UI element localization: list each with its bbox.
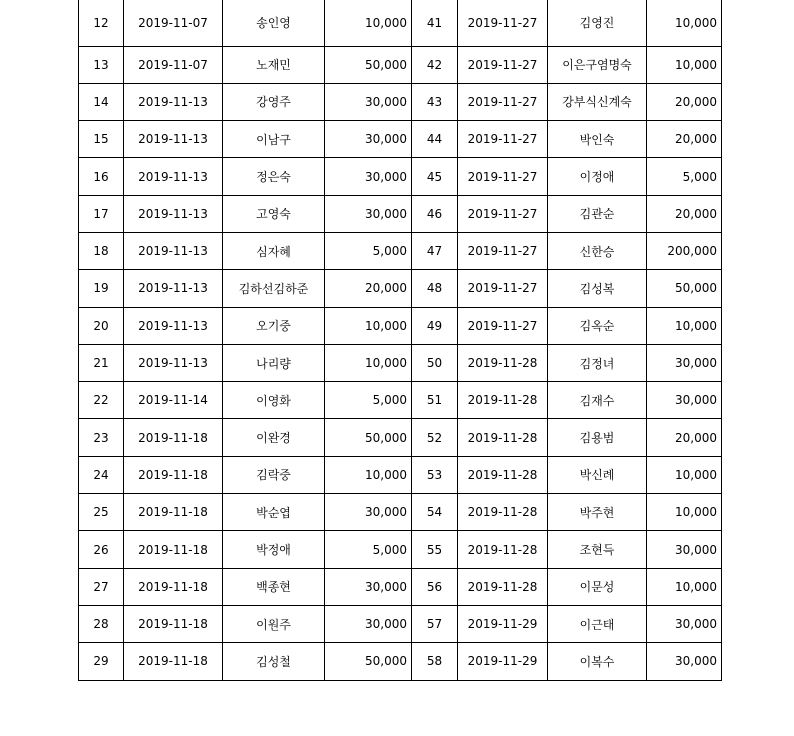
donation-amount: 30,000 [647, 531, 722, 568]
donation-amount: 10,000 [647, 46, 722, 83]
donation-amount: 30,000 [647, 643, 722, 680]
table-row [79, 382, 722, 419]
donor-name: 강영주 [223, 83, 325, 120]
entry-number: 54 [412, 494, 458, 531]
donation-amount: 10,000 [647, 494, 722, 531]
entry-date: 2019-11-18 [124, 456, 223, 493]
entry-number: 24 [79, 456, 124, 493]
donor-name: 김정녀 [548, 344, 647, 381]
donation-amount: 20,000 [647, 121, 722, 158]
donation-amount: 30,000 [325, 83, 412, 120]
entry-date: 2019-11-18 [124, 605, 223, 642]
entry-date: 2019-11-27 [458, 0, 548, 46]
donation-amount: 10,000 [325, 456, 412, 493]
entry-date: 2019-11-28 [458, 419, 548, 456]
donation-amount: 30,000 [325, 568, 412, 605]
entry-date: 2019-11-13 [124, 121, 223, 158]
entry-number: 17 [79, 195, 124, 232]
table-row [79, 0, 722, 46]
donation-amount: 10,000 [325, 344, 412, 381]
donor-name: 이남구 [223, 121, 325, 158]
entry-number: 13 [79, 46, 124, 83]
table-row [79, 643, 722, 680]
entry-number: 20 [79, 307, 124, 344]
entry-date: 2019-11-18 [124, 531, 223, 568]
donation-amount: 30,000 [325, 605, 412, 642]
entry-date: 2019-11-18 [124, 419, 223, 456]
entry-number: 45 [412, 158, 458, 195]
entry-date: 2019-11-14 [124, 382, 223, 419]
donation-amount: 20,000 [325, 270, 412, 307]
donor-name: 고영숙 [223, 195, 325, 232]
table-row [79, 494, 722, 531]
entry-number: 47 [412, 232, 458, 269]
table-row [79, 232, 722, 269]
entry-number: 56 [412, 568, 458, 605]
entry-date: 2019-11-28 [458, 456, 548, 493]
donor-name: 김관순 [548, 195, 647, 232]
table-row [79, 195, 722, 232]
entry-number: 44 [412, 121, 458, 158]
donation-amount: 50,000 [325, 46, 412, 83]
donation-amount: 30,000 [325, 494, 412, 531]
donation-amount: 5,000 [325, 531, 412, 568]
entry-date: 2019-11-27 [458, 307, 548, 344]
table-row [79, 568, 722, 605]
entry-date: 2019-11-28 [458, 568, 548, 605]
donor-name: 이원주 [223, 605, 325, 642]
donation-amount: 5,000 [647, 158, 722, 195]
entry-number: 53 [412, 456, 458, 493]
entry-date: 2019-11-07 [124, 46, 223, 83]
entry-number: 23 [79, 419, 124, 456]
table-row [79, 270, 722, 307]
entry-number: 29 [79, 643, 124, 680]
entry-number: 46 [412, 195, 458, 232]
entry-number: 16 [79, 158, 124, 195]
entry-date: 2019-11-13 [124, 232, 223, 269]
donor-name: 이완경 [223, 419, 325, 456]
donor-name: 노재민 [223, 46, 325, 83]
entry-date: 2019-11-18 [124, 643, 223, 680]
donation-amount: 200,000 [647, 232, 722, 269]
donation-amount: 50,000 [325, 419, 412, 456]
donor-name: 박정애 [223, 531, 325, 568]
entry-date: 2019-11-13 [124, 270, 223, 307]
entry-number: 15 [79, 121, 124, 158]
entry-date: 2019-11-13 [124, 344, 223, 381]
entry-number: 55 [412, 531, 458, 568]
donor-name: 심자혜 [223, 232, 325, 269]
entry-number: 48 [412, 270, 458, 307]
ledger-body [79, 0, 722, 680]
entry-number: 27 [79, 568, 124, 605]
donor-name: 김옥순 [548, 307, 647, 344]
entry-date: 2019-11-28 [458, 494, 548, 531]
donor-name: 송인영 [223, 0, 325, 46]
entry-number: 43 [412, 83, 458, 120]
donor-name: 박신례 [548, 456, 647, 493]
entry-number: 12 [79, 0, 124, 46]
entry-number: 22 [79, 382, 124, 419]
donor-name: 이정애 [548, 158, 647, 195]
entry-date: 2019-11-27 [458, 83, 548, 120]
donation-amount: 10,000 [647, 0, 722, 46]
donor-name: 백종현 [223, 568, 325, 605]
entry-date: 2019-11-28 [458, 531, 548, 568]
donor-name: 김락중 [223, 456, 325, 493]
donation-amount: 10,000 [647, 456, 722, 493]
donor-name: 박주현 [548, 494, 647, 531]
table-row [79, 456, 722, 493]
entry-number: 52 [412, 419, 458, 456]
donation-amount: 20,000 [647, 83, 722, 120]
entry-date: 2019-11-27 [458, 195, 548, 232]
donor-name: 김재수 [548, 382, 647, 419]
entry-date: 2019-11-28 [458, 382, 548, 419]
donation-amount: 30,000 [647, 605, 722, 642]
table-row [79, 531, 722, 568]
table-row [79, 121, 722, 158]
entry-date: 2019-11-27 [458, 232, 548, 269]
donation-amount: 20,000 [647, 195, 722, 232]
donor-name: 이근태 [548, 605, 647, 642]
table-row [79, 605, 722, 642]
donor-name: 김하선김하준 [223, 270, 325, 307]
donor-name: 김영진 [548, 0, 647, 46]
entry-number: 50 [412, 344, 458, 381]
donor-name: 이영화 [223, 382, 325, 419]
table-row [79, 307, 722, 344]
donor-name: 박인숙 [548, 121, 647, 158]
donor-name: 이은구염명숙 [548, 46, 647, 83]
donor-name: 신한승 [548, 232, 647, 269]
table-row [79, 158, 722, 195]
entry-date: 2019-11-13 [124, 158, 223, 195]
donor-name: 박순엽 [223, 494, 325, 531]
donation-amount: 50,000 [647, 270, 722, 307]
donor-name: 김성철 [223, 643, 325, 680]
donation-amount: 5,000 [325, 382, 412, 419]
entry-number: 51 [412, 382, 458, 419]
donation-amount: 10,000 [325, 0, 412, 46]
donor-name: 김성복 [548, 270, 647, 307]
entry-date: 2019-11-27 [458, 121, 548, 158]
entry-date: 2019-11-29 [458, 605, 548, 642]
entry-number: 58 [412, 643, 458, 680]
entry-number: 57 [412, 605, 458, 642]
entry-date: 2019-11-18 [124, 568, 223, 605]
donation-amount: 30,000 [325, 195, 412, 232]
donor-name: 오기중 [223, 307, 325, 344]
entry-number: 41 [412, 0, 458, 46]
donation-amount: 5,000 [325, 232, 412, 269]
entry-number: 19 [79, 270, 124, 307]
donation-amount: 20,000 [647, 419, 722, 456]
entry-date: 2019-11-13 [124, 195, 223, 232]
donation-amount: 30,000 [647, 344, 722, 381]
donor-name: 나리량 [223, 344, 325, 381]
donation-amount: 10,000 [647, 307, 722, 344]
entry-number: 14 [79, 83, 124, 120]
entry-number: 42 [412, 46, 458, 83]
entry-number: 26 [79, 531, 124, 568]
table-row [79, 83, 722, 120]
table-row [79, 344, 722, 381]
entry-number: 25 [79, 494, 124, 531]
entry-date: 2019-11-27 [458, 270, 548, 307]
entry-number: 18 [79, 232, 124, 269]
entry-date: 2019-11-28 [458, 344, 548, 381]
donation-amount: 10,000 [647, 568, 722, 605]
table-row [79, 419, 722, 456]
entry-date: 2019-11-27 [458, 158, 548, 195]
donation-amount: 30,000 [647, 382, 722, 419]
entry-date: 2019-11-07 [124, 0, 223, 46]
donation-amount: 50,000 [325, 643, 412, 680]
entry-date: 2019-11-29 [458, 643, 548, 680]
entry-number: 21 [79, 344, 124, 381]
donor-name: 이복수 [548, 643, 647, 680]
table-row [79, 46, 722, 83]
donation-amount: 30,000 [325, 158, 412, 195]
donor-name: 조현득 [548, 531, 647, 568]
donor-name: 김용범 [548, 419, 647, 456]
donor-name: 이문성 [548, 568, 647, 605]
donor-name: 강부식신계숙 [548, 83, 647, 120]
donation-ledger-table [78, 0, 722, 681]
entry-date: 2019-11-27 [458, 46, 548, 83]
entry-number: 49 [412, 307, 458, 344]
entry-date: 2019-11-13 [124, 83, 223, 120]
entry-number: 28 [79, 605, 124, 642]
donation-amount: 10,000 [325, 307, 412, 344]
donation-amount: 30,000 [325, 121, 412, 158]
entry-date: 2019-11-18 [124, 494, 223, 531]
entry-date: 2019-11-13 [124, 307, 223, 344]
donor-name: 정은숙 [223, 158, 325, 195]
